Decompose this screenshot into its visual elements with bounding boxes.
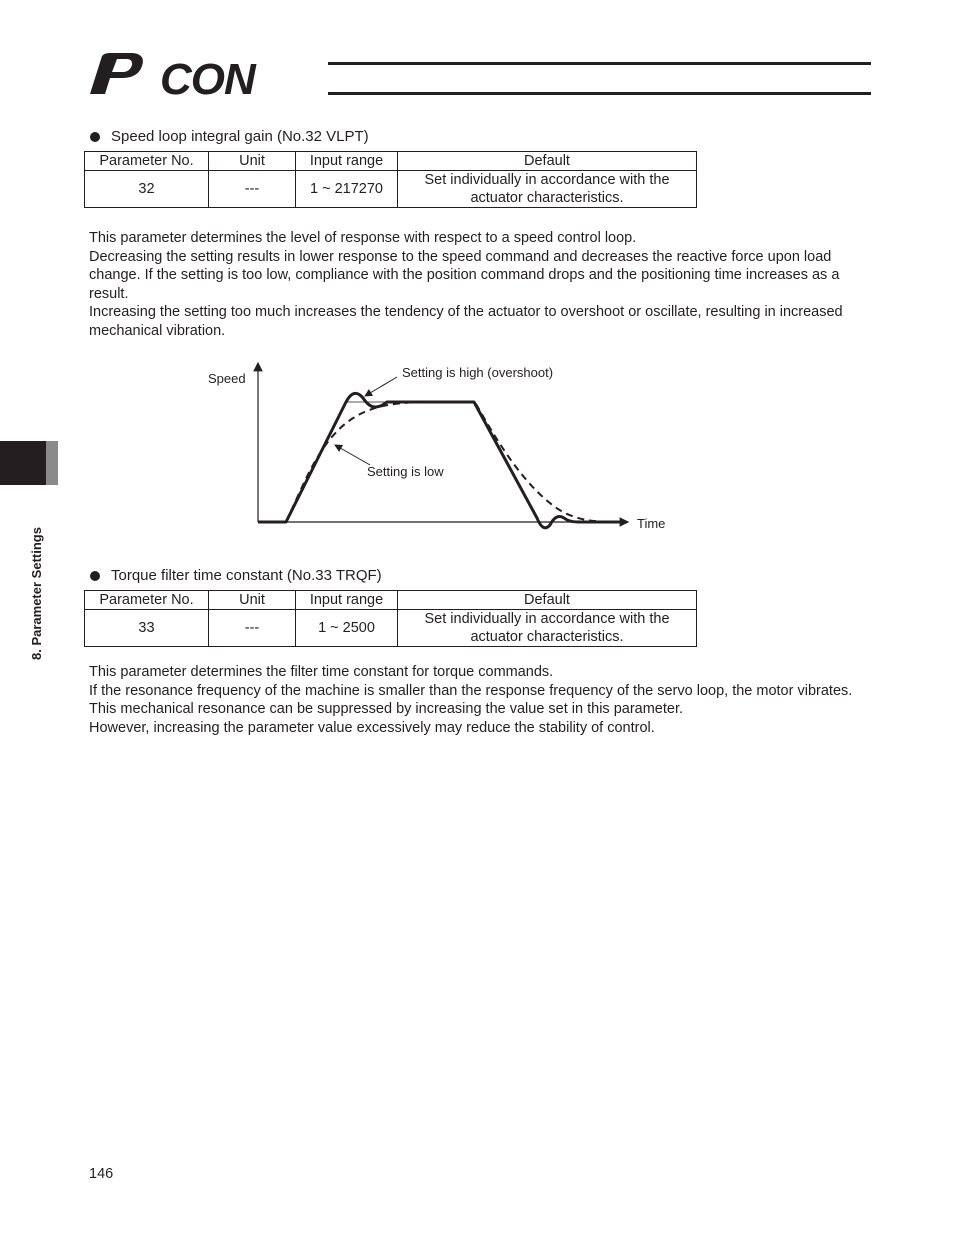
- header-input-range: Input range: [296, 591, 398, 610]
- section-heading-trqf: [90, 567, 382, 584]
- chapter-tab-marker: [0, 441, 46, 485]
- table-header-row: [85, 152, 697, 171]
- paragraph: Increasing the setting too much increases the tendency of the actuator to overshoot or oscillate, resulting in increased mechanical vibration.: [89, 304, 843, 339]
- high-setting-curve: [258, 393, 620, 527]
- header-unit: Unit: [209, 152, 296, 171]
- paragraph: Decreasing the setting results in lower response to the speed command and decreases the reactive force upon load change. If the setting is too low, compliance with the position command drops and the positioning time increases as a result.: [89, 248, 840, 302]
- header-input-range: Input range: [296, 152, 398, 171]
- cell-default: Set individually in accordance with the actuator characteristics.: [398, 610, 697, 647]
- pcon-logo-graphic: [88, 50, 328, 98]
- section-heading-text: Speed loop integral gain (No.32 VLPT): [111, 128, 369, 145]
- section-heading-vlpt: [90, 128, 369, 145]
- low-setting-label: Setting is low: [367, 464, 444, 479]
- cell-unit: ---: [209, 171, 296, 208]
- bullet-icon: [90, 571, 100, 581]
- header-parameter-no: Parameter No.: [85, 591, 209, 610]
- speed-axis-label: Speed: [208, 371, 246, 386]
- chapter-tab-label: 8. Parameter Settings: [29, 527, 44, 660]
- description-trqf: [89, 663, 859, 737]
- table-header-row: [85, 591, 697, 610]
- table-row: [85, 171, 697, 208]
- parameter-table-trqf: [84, 590, 697, 647]
- high-setting-label: Setting is high (overshoot): [402, 365, 554, 380]
- high-label-leader: [365, 377, 397, 396]
- cell-input-range: 1 ~ 217270: [296, 171, 398, 208]
- parameter-table-vlpt: [84, 151, 697, 208]
- pcon-logo: [88, 50, 328, 103]
- section-heading-text: Torque filter time constant (No.33 TRQF): [111, 567, 382, 584]
- low-label-leader: [335, 445, 370, 465]
- header-unit: Unit: [209, 591, 296, 610]
- header-default: Default: [398, 152, 697, 171]
- paragraph: This parameter determines the filter time constant for torque commands.: [89, 664, 554, 680]
- paragraph: This parameter determines the level of response with respect to a speed control loop.: [89, 230, 637, 246]
- header-default: Default: [398, 591, 697, 610]
- speed-response-diagram: [200, 355, 680, 545]
- paragraph: If the resonance frequency of the machine is smaller than the response frequency of the servo loop, the motor vibrates.: [89, 682, 853, 699]
- bullet-icon: [90, 132, 100, 142]
- cell-parameter-no: 33: [85, 610, 209, 647]
- cell-parameter-no: 32: [85, 171, 209, 208]
- cell-input-range: 1 ~ 2500: [296, 610, 398, 647]
- speed-response-graphic: [200, 355, 680, 540]
- page-number: 146: [89, 1166, 114, 1182]
- cell-default: Set individually in accordance with the actuator characteristics.: [398, 171, 697, 208]
- description-vlpt: [89, 229, 859, 340]
- time-axis-label: Time: [637, 516, 666, 531]
- svg-text:CON: CON: [160, 55, 255, 98]
- header-rule-bottom: [328, 92, 871, 95]
- paragraph: This mechanical resonance can be suppressed by increasing the value set in this parameter.: [89, 701, 684, 717]
- header-rule-top: [328, 62, 871, 65]
- table-row: [85, 610, 697, 647]
- paragraph: However, increasing the parameter value excessively may reduce the stability of control.: [89, 719, 655, 736]
- header-parameter-no: Parameter No.: [85, 152, 209, 171]
- chapter-tab-marker-accent: [46, 441, 58, 485]
- cell-unit: ---: [209, 610, 296, 647]
